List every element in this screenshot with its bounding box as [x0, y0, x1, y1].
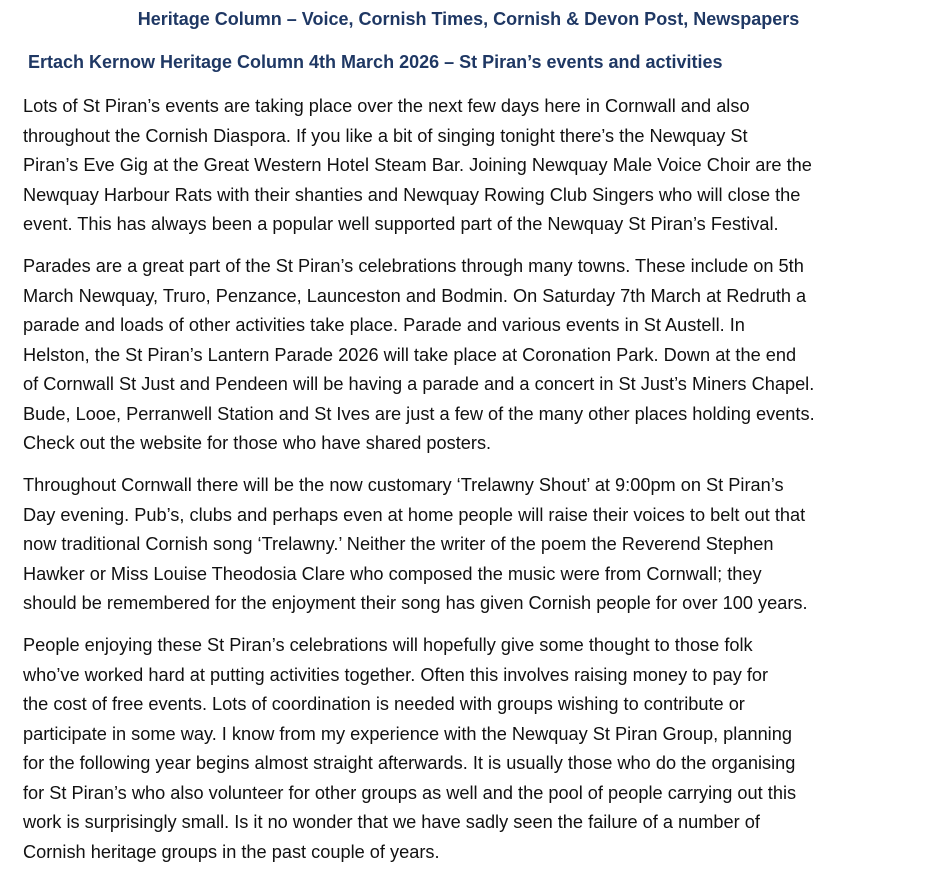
paragraph-line: work is surprisingly small. Is it no wonder that we have sadly seen the failure of a number of [23, 812, 760, 832]
paragraph-line: who’ve worked hard at putting activities together. Often this involves raising money to pay for [23, 664, 769, 685]
paragraph-line: Cornish heritage groups in the past couple of years. [23, 841, 440, 862]
paragraph-volunteers [23, 631, 923, 867]
paragraph-line: Day evening. Pub’s, clubs and perhaps even at home people will raise their voices to belt out that [23, 504, 806, 525]
paragraph-line: Bude, Looe, Perranwell Station and St Ives are just a few of the many other places holding events. [23, 403, 815, 424]
paragraph-line: Newquay Harbour Rats with their shanties and Newquay Rowing Club Singers who will close the [23, 184, 801, 205]
paragraph-line: now traditional Cornish song ‘Trelawny.’ Neither the writer of the poem the Reverend Stephen [23, 534, 774, 554]
paragraph-line: for the following year begins almost straight afterwards. It is usually those who do the organising [23, 753, 796, 773]
paragraph-line: throughout the Cornish Diaspora. If you like a bit of singing tonight there’s the Newquay St [23, 125, 748, 146]
paragraph-line: March Newquay, Truro, Penzance, Launceston and Bodmin. On Saturday 7th March at Redruth a [23, 285, 807, 306]
paragraph-trelawny-shout [23, 471, 923, 619]
paragraph-line: for St Piran’s who also volunteer for other groups as well and the pool of people carrying out this [23, 782, 797, 803]
paragraph-line: event. This has always been a popular well supported part of the Newquay St Piran’s Festival. [23, 214, 779, 234]
paragraph-line: should be remembered for the enjoyment their song has given Cornish people for over 100 years. [23, 593, 808, 613]
paragraph-line: People enjoying these St Piran’s celebrations will hopefully give some thought to those folk [23, 635, 753, 655]
column-title: Heritage Column – Voice, Cornish Times, Cornish & Devon Post, Newspapers [137, 9, 800, 29]
paragraph-line: parade and loads of other activities take place. Parade and various events in St Austell. In [23, 315, 745, 335]
paragraph-line: Helston, the St Piran’s Lantern Parade 2026 will take place at Coronation Park. Down at the end [23, 344, 797, 365]
paragraph-line: participate in some way. I know from my experience with the Newquay St Piran Group, planning [23, 723, 792, 744]
paragraph-line: Lots of St Piran’s events are taking place over the next few days here in Cornwall and also [23, 96, 750, 116]
paragraph-line: Check out the website for those who have shared posters. [23, 433, 492, 453]
paragraph-events-intro [23, 92, 923, 240]
paragraph-line: the cost of free events. Lots of coordination is needed with groups wishing to contribute or [23, 694, 745, 714]
paragraph-line: Throughout Cornwall there will be the now customary ‘Trelawny Shout’ at 9:00pm on St Piran’s [23, 475, 784, 495]
paragraph-line: Hawker or Miss Louise Theodosia Clare who composed the music were from Cornwall; they [23, 563, 762, 584]
paragraph-line: Piran’s Eve Gig at the Great Western Hotel Steam Bar. Joining Newquay Male Voice Choir are the [23, 155, 812, 175]
paragraph-parades [23, 252, 923, 459]
paragraph-line: of Cornwall St Just and Pendeen will be having a parade and a concert in St Just’s Miners Chapel. [23, 374, 815, 394]
paragraph-line: Parades are a great part of the St Piran’s celebrations through many towns. These include on 5th [23, 256, 804, 276]
column-subtitle: Ertach Kernow Heritage Column 4th March 2026 – St Piran’s events and activities [28, 52, 723, 72]
